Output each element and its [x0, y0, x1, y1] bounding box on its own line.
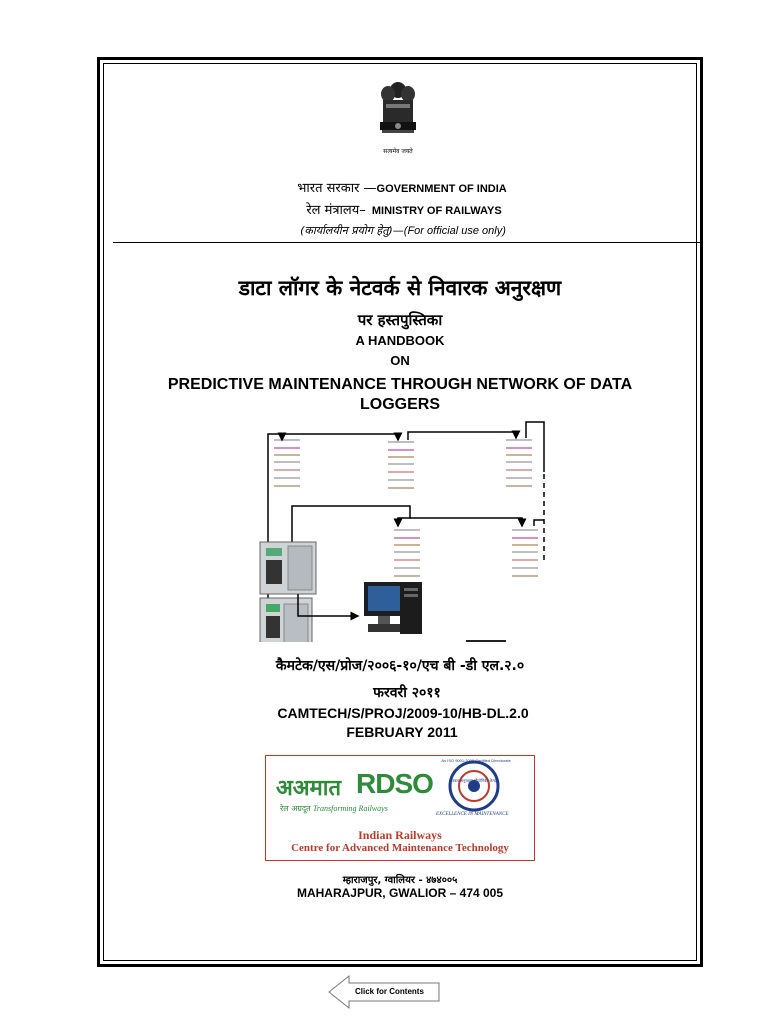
- computer-tower-icon: [398, 580, 438, 640]
- gov-line-1: [100, 178, 700, 196]
- logger-to-computer-link: [258, 538, 408, 648]
- iso-seal-icon: [444, 760, 504, 812]
- emblem-motto: सत्यमेव जयते: [383, 148, 413, 155]
- date-hindi: फरवरी २०११: [373, 685, 441, 701]
- gov-english: GOVERNMENT OF INDIA: [376, 183, 507, 195]
- org-line-2: Centre for Advanced Maintenance Technology: [291, 842, 509, 854]
- reference-code-english: CAMTECH/S/PROJ/2009-10/HB-DL.2.0: [277, 705, 529, 721]
- date-english: FEBRUARY 2011: [346, 724, 458, 740]
- relay-rack-5: [512, 530, 538, 576]
- rdso-tagline: [280, 803, 388, 814]
- subtitle-hindi: पर हस्तपुस्तिका: [357, 311, 443, 329]
- camtech-logo-panel: [265, 755, 535, 861]
- contents-label: Click for Contents: [355, 987, 424, 996]
- gov-hindi: भारत सरकार —: [297, 181, 377, 196]
- title-english-line1: PREDICTIVE MAINTENANCE THROUGH NETWORK OF DATA: [167, 376, 633, 393]
- ministry-hindi: रेल मंत्रालय–: [306, 203, 366, 218]
- title-hindi: डाटा लॉगर के नेटवर्क से निवारक अनुरक्षण: [238, 276, 562, 300]
- rdso-brand: RDSO: [356, 768, 433, 799]
- header-divider: [113, 242, 700, 243]
- rdso-hindi-brand: अअमात: [276, 776, 342, 801]
- excellence-text: EXCELLENCE IN MAINTENANCE: [436, 812, 509, 817]
- reference-code-hindi: कैमटेक/एस/प्रोज/२००६-१०/एच बी -डी एल.२.०: [275, 658, 525, 674]
- gov-line-2: [100, 200, 700, 218]
- ministry-english: MINISTRY OF RAILWAYS: [371, 205, 502, 217]
- relay-rack-2: [388, 442, 414, 488]
- page-frame: [97, 57, 703, 967]
- address-english: MAHARAJPUR, GWALIOR – 474 005: [296, 886, 504, 900]
- tagline-hindi: रेल अग्रदूत: [280, 804, 311, 813]
- computer-workstation: [466, 640, 506, 642]
- address-hindi: म्हाराजपुर, ग्वालियर - ४७४००५: [342, 875, 458, 886]
- org-line-1: Indian Railways: [358, 828, 442, 842]
- seal-hindi-text: उन्नत अनुरक्षण प्रौद्योगिकी केन्द्र: [452, 778, 496, 783]
- official-use-hindi: (कार्यालयीन प्रयोग हेतु)—: [300, 224, 404, 237]
- gov-line-3: [100, 223, 700, 238]
- relay-rack-1: [274, 440, 300, 486]
- official-use-english: (For official use only): [403, 225, 506, 237]
- handbook-label: A HANDBOOK: [355, 333, 445, 348]
- on-label: ON: [390, 353, 410, 368]
- national-emblem-icon: [376, 80, 420, 148]
- tagline-english: Transforming Railways: [312, 804, 388, 813]
- iso-text: An ISO 9001:2008 Certified Directorate: [441, 758, 511, 763]
- relay-rack-3: [506, 440, 532, 486]
- title-english-line2: LOGGERS: [359, 396, 440, 413]
- contents-arrow-button[interactable]: [327, 974, 442, 1010]
